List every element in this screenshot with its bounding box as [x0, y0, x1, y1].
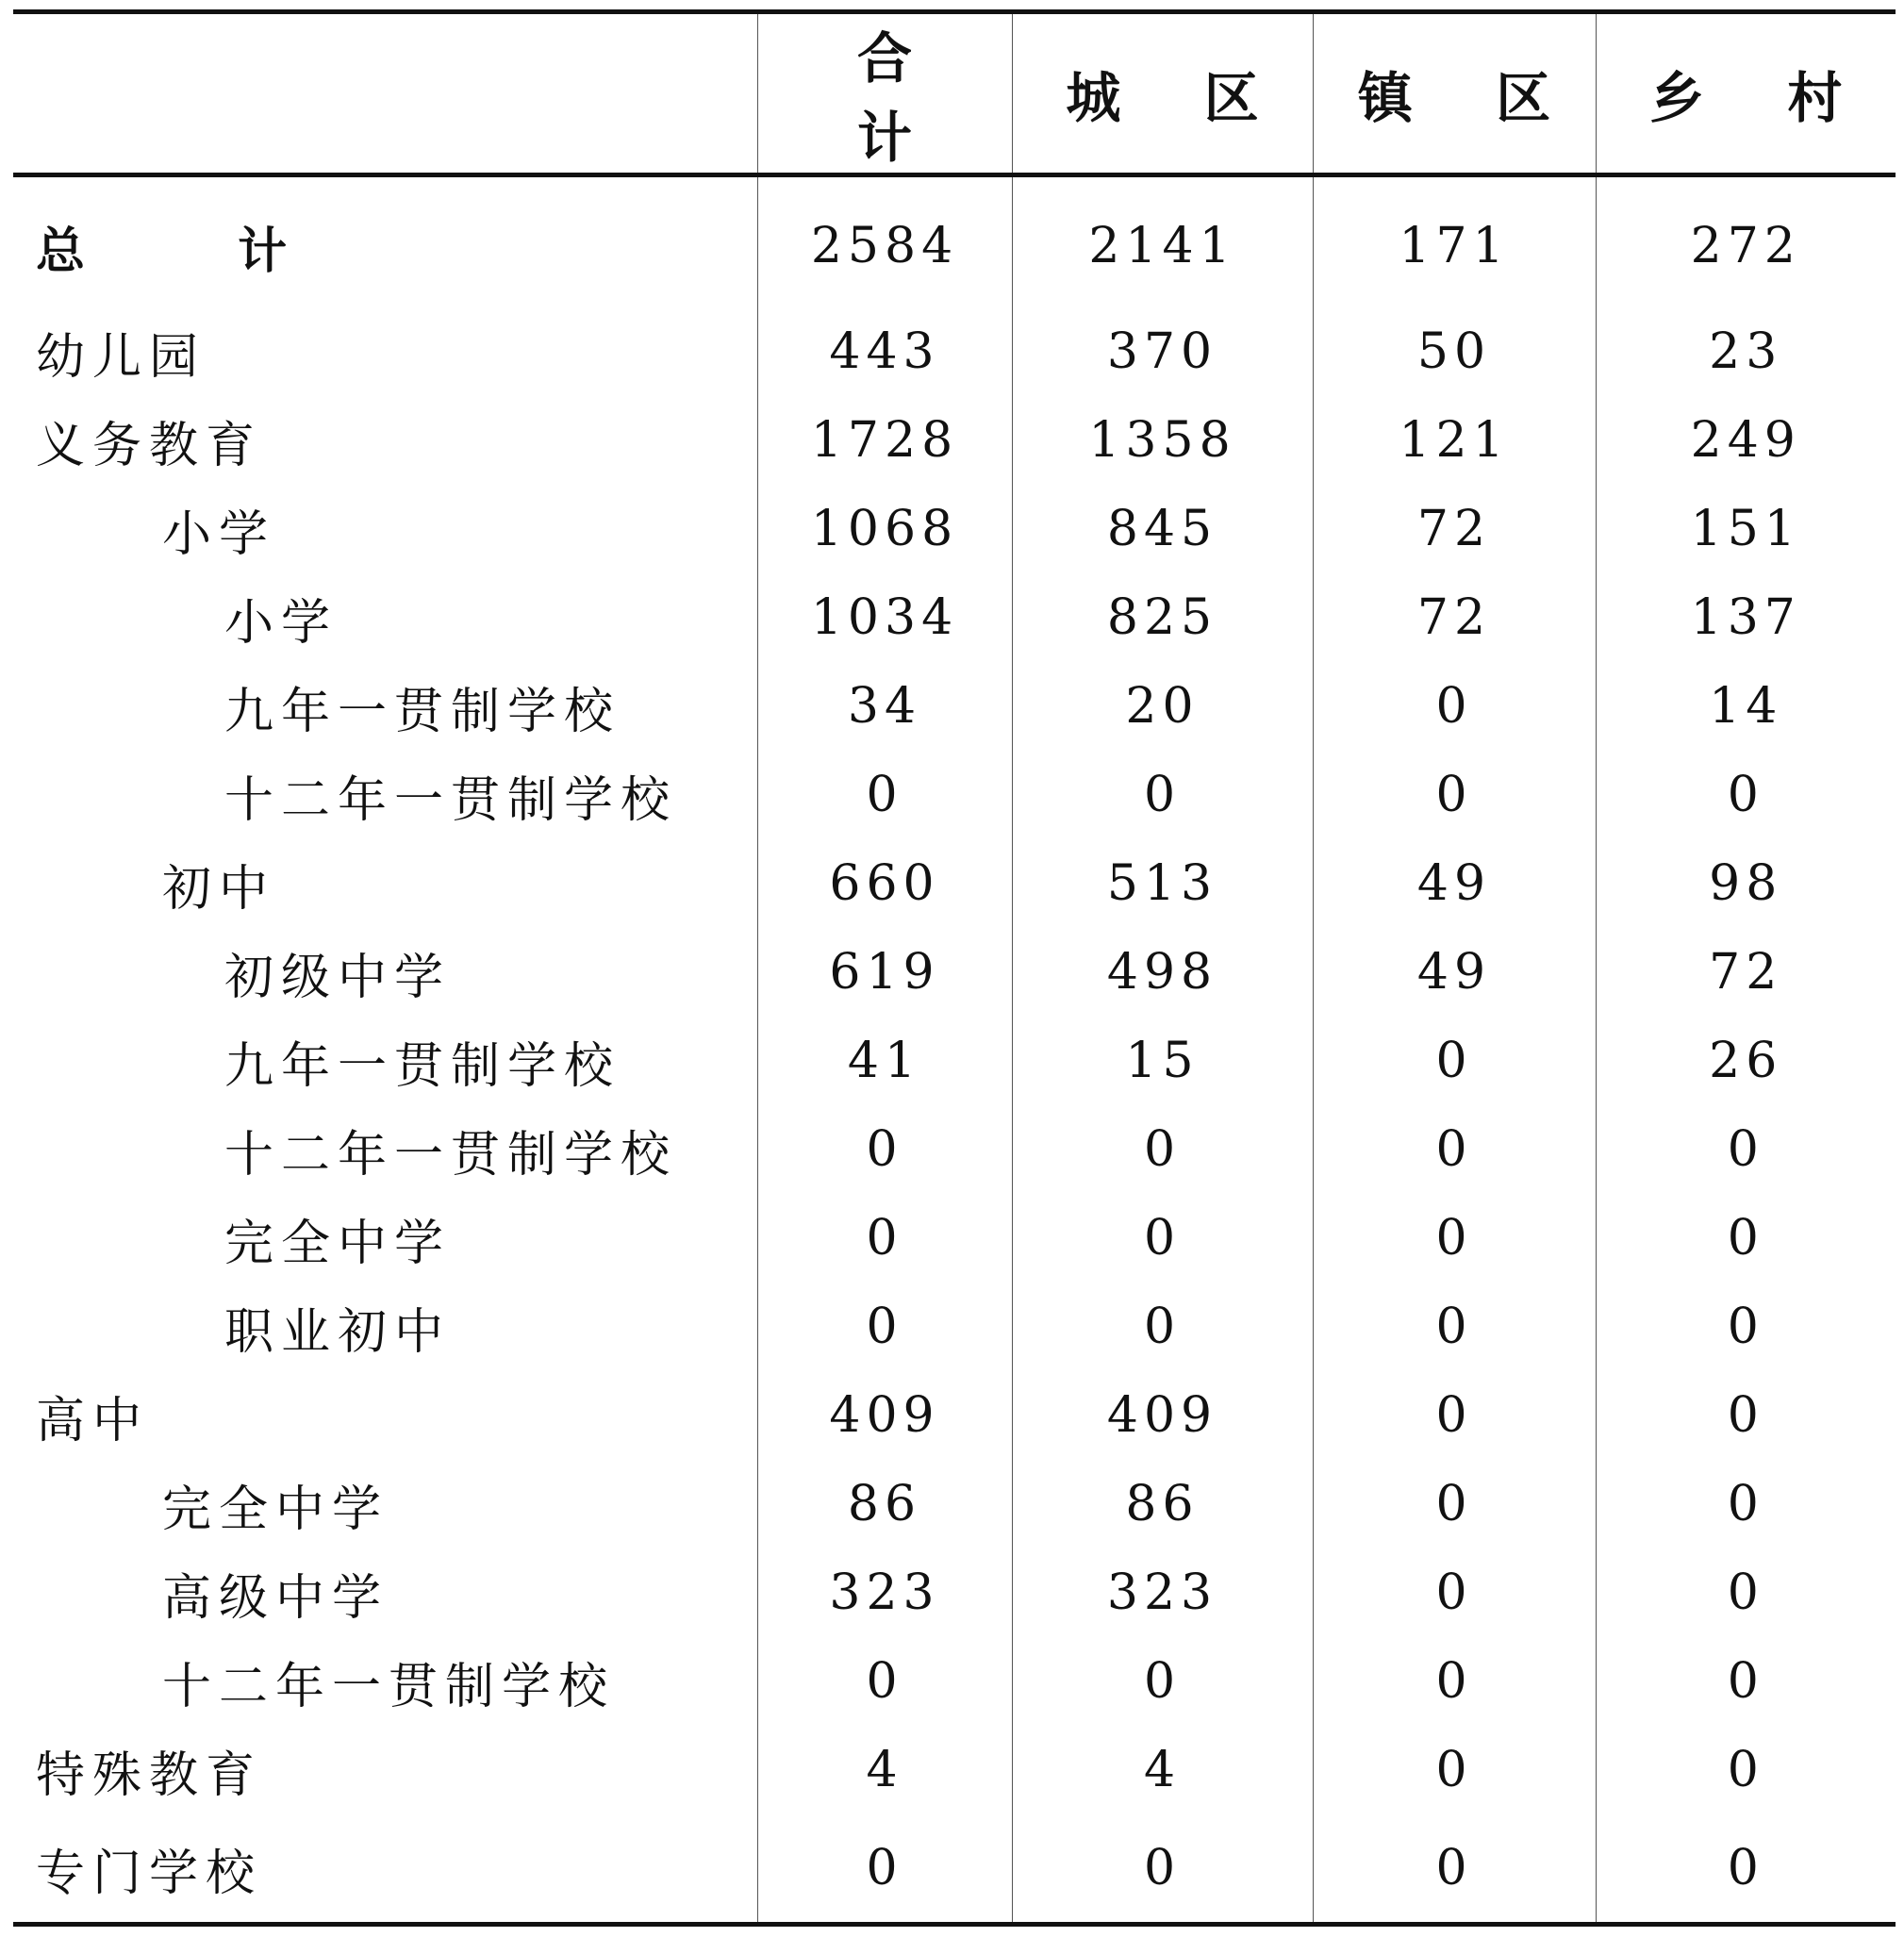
cell-rural: 272 [1596, 175, 1896, 308]
table-body [13, 175, 1896, 1925]
cell-total: 0 [757, 1194, 1012, 1283]
cell-total: 1068 [757, 485, 1012, 573]
cell-urban: 0 [1012, 1105, 1313, 1194]
cell-rural: 0 [1596, 1283, 1896, 1371]
row-label: 特殊教育 [36, 1747, 263, 1804]
row-label: 十二年一贯制学校 [162, 1658, 616, 1715]
cell-urban: 2141 [1012, 175, 1313, 308]
row-label: 幼儿园 [36, 328, 207, 386]
cell-total: 86 [757, 1460, 1012, 1548]
cell-total: 0 [757, 1283, 1012, 1371]
statistics-table-container [13, 9, 1896, 1927]
table-row [13, 1283, 1896, 1371]
cell-town: 50 [1313, 307, 1596, 396]
cell-urban: 0 [1012, 1814, 1313, 1925]
row-label: 高中 [36, 1392, 150, 1449]
cell-town: 49 [1313, 928, 1596, 1017]
table-row [13, 1017, 1896, 1105]
cell-rural: 0 [1596, 1726, 1896, 1814]
cell-total: 0 [757, 1637, 1012, 1726]
header-cell-rural: 乡 村 [1596, 12, 1896, 175]
row-label: 小学 [162, 505, 276, 563]
cell-urban: 1358 [1012, 396, 1313, 485]
table-row [13, 1105, 1896, 1194]
table-row [13, 839, 1896, 928]
cell-rural: 0 [1596, 1548, 1896, 1637]
cell-urban: 0 [1012, 1283, 1313, 1371]
table-row [13, 1637, 1896, 1726]
cell-total: 443 [757, 307, 1012, 396]
table-header [13, 12, 1896, 175]
cell-rural: 0 [1596, 751, 1896, 839]
table-row [13, 751, 1896, 839]
cell-town: 0 [1313, 751, 1596, 839]
cell-total: 323 [757, 1548, 1012, 1637]
cell-town: 0 [1313, 1460, 1596, 1548]
cell-total: 0 [757, 1814, 1012, 1925]
table-row [13, 1371, 1896, 1460]
table-row [13, 1194, 1896, 1283]
cell-rural: 0 [1596, 1371, 1896, 1460]
cell-urban: 323 [1012, 1548, 1313, 1637]
row-label: 专门学校 [13, 1814, 757, 1925]
cell-urban: 86 [1012, 1460, 1313, 1548]
row-label: 义务教育 [36, 417, 263, 474]
cell-urban: 0 [1012, 751, 1313, 839]
cell-urban: 825 [1012, 573, 1313, 662]
cell-urban: 498 [1012, 928, 1313, 1017]
cell-urban: 409 [1012, 1371, 1313, 1460]
cell-town: 72 [1313, 573, 1596, 662]
cell-urban: 20 [1012, 662, 1313, 751]
header-cell-town: 镇 区 [1313, 12, 1596, 175]
cell-town: 0 [1313, 1105, 1596, 1194]
row-label: 九年一贯制学校 [224, 683, 621, 740]
cell-town: 121 [1313, 396, 1596, 485]
cell-town: 0 [1313, 662, 1596, 751]
table-row [13, 396, 1896, 485]
cell-total: 2584 [757, 175, 1012, 308]
cell-urban: 4 [1012, 1726, 1313, 1814]
cell-total: 409 [757, 1371, 1012, 1460]
cell-rural: 0 [1596, 1814, 1896, 1925]
cell-town: 0 [1313, 1726, 1596, 1814]
cell-urban: 0 [1012, 1637, 1313, 1726]
table-row [13, 485, 1896, 573]
cell-total: 34 [757, 662, 1012, 751]
header-cell-category [13, 12, 757, 175]
cell-rural: 137 [1596, 573, 1896, 662]
cell-town: 49 [1313, 839, 1596, 928]
cell-total: 0 [757, 751, 1012, 839]
table-row [13, 1814, 1896, 1925]
table-row [13, 175, 1896, 308]
cell-town: 0 [1313, 1637, 1596, 1726]
cell-town: 0 [1313, 1548, 1596, 1637]
row-label: 总 计 [36, 222, 356, 280]
cell-urban: 15 [1012, 1017, 1313, 1105]
table-row [13, 928, 1896, 1017]
table-row [13, 662, 1896, 751]
cell-rural: 249 [1596, 396, 1896, 485]
cell-town: 0 [1313, 1814, 1596, 1925]
row-label: 职业初中 [224, 1303, 452, 1361]
cell-total: 1034 [757, 573, 1012, 662]
cell-total: 1728 [757, 396, 1012, 485]
header-cell-total: 合 计 [757, 12, 1012, 175]
row-label: 十二年一贯制学校 [224, 771, 678, 829]
row-label: 小学 [224, 594, 339, 652]
row-label: 初级中学 [224, 949, 452, 1006]
cell-total: 4 [757, 1726, 1012, 1814]
cell-urban: 845 [1012, 485, 1313, 573]
cell-urban: 513 [1012, 839, 1313, 928]
table-row [13, 307, 1896, 396]
cell-rural: 23 [1596, 307, 1896, 396]
cell-town: 72 [1313, 485, 1596, 573]
row-label: 初中 [162, 860, 276, 918]
cell-town: 0 [1313, 1371, 1596, 1460]
cell-rural: 0 [1596, 1460, 1896, 1548]
cell-urban: 0 [1012, 1194, 1313, 1283]
row-label: 高级中学 [162, 1569, 389, 1627]
cell-rural: 72 [1596, 928, 1896, 1017]
cell-urban: 370 [1012, 307, 1313, 396]
cell-rural: 98 [1596, 839, 1896, 928]
cell-total: 660 [757, 839, 1012, 928]
cell-town: 0 [1313, 1194, 1596, 1283]
cell-rural: 14 [1596, 662, 1896, 751]
cell-total: 41 [757, 1017, 1012, 1105]
row-label: 十二年一贯制学校 [224, 1126, 678, 1184]
table-row [13, 1460, 1896, 1548]
cell-rural: 0 [1596, 1194, 1896, 1283]
cell-town: 171 [1313, 175, 1596, 308]
cell-rural: 26 [1596, 1017, 1896, 1105]
cell-town: 0 [1313, 1017, 1596, 1105]
row-label: 九年一贯制学校 [224, 1037, 621, 1095]
row-label: 完全中学 [224, 1215, 452, 1272]
table-row [13, 1726, 1896, 1814]
cell-total: 619 [757, 928, 1012, 1017]
row-label: 完全中学 [162, 1481, 389, 1538]
school-count-table [13, 9, 1896, 1927]
table-row [13, 573, 1896, 662]
cell-rural: 0 [1596, 1105, 1896, 1194]
table-row [13, 1548, 1896, 1637]
header-cell-urban: 城 区 [1012, 12, 1313, 175]
cell-town: 0 [1313, 1283, 1596, 1371]
cell-total: 0 [757, 1105, 1012, 1194]
cell-rural: 0 [1596, 1637, 1896, 1726]
header-row [13, 12, 1896, 175]
cell-rural: 151 [1596, 485, 1896, 573]
